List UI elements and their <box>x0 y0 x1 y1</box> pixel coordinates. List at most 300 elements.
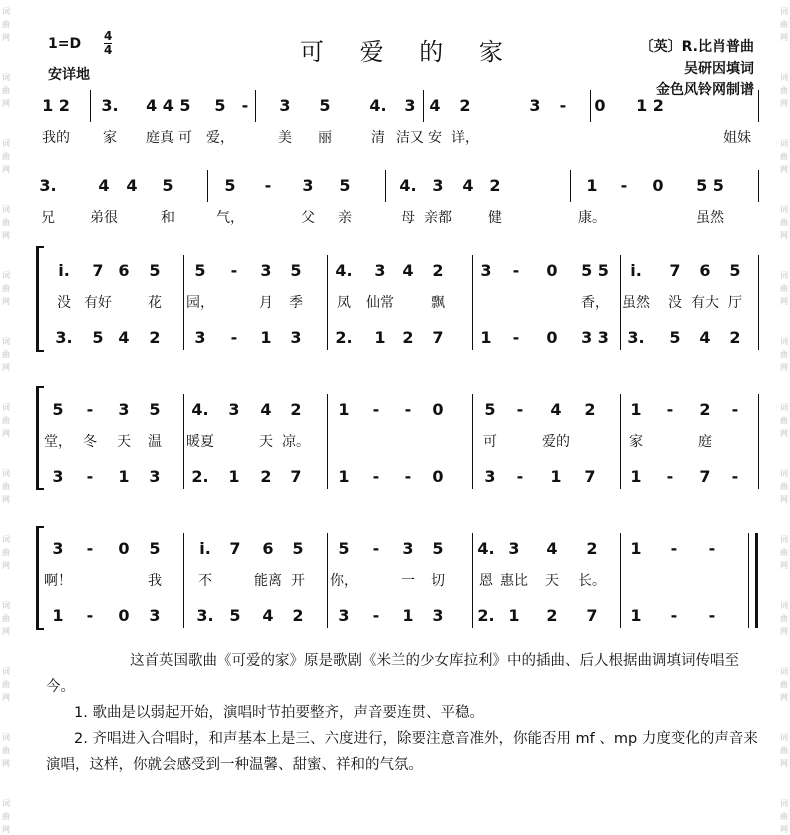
note: 1 2 <box>42 96 70 115</box>
barline <box>207 170 208 202</box>
note-lower: - <box>666 467 674 486</box>
lyric: 亲都 <box>424 210 452 226</box>
watermark-char: 网 <box>780 693 788 702</box>
watermark-char: 词 <box>780 337 788 346</box>
intro-paragraph: 这首英国歌曲《可爱的家》原是歌剧《米兰的少女库拉利》中的插曲、后人根据曲调填词传唱至今。 <box>46 653 739 695</box>
note-lower: 1 <box>260 328 272 347</box>
note-lower: 0 <box>118 606 130 625</box>
watermark-char: 曲 <box>2 86 10 95</box>
watermark-char: 词 <box>780 601 788 610</box>
lyric: 和 <box>161 210 175 226</box>
lyric: 庭 <box>698 434 712 450</box>
note: 1 <box>630 400 642 419</box>
watermark-right <box>778 0 790 834</box>
barline <box>423 90 424 122</box>
note-lower: 2 <box>292 606 304 625</box>
note: 6 <box>262 539 274 558</box>
note: 3 <box>404 96 416 115</box>
watermark-char: 曲 <box>2 416 10 425</box>
lyric: 洁又 <box>396 130 424 146</box>
watermark-char: 曲 <box>780 812 788 821</box>
note-lower: 2 <box>402 328 414 347</box>
watermark-char: 词 <box>780 469 788 478</box>
note: 4 <box>402 261 414 280</box>
composer-credit: 〔英〕R.比肖普曲 <box>639 39 754 55</box>
note: 4. <box>399 176 417 195</box>
note: 3. <box>101 96 119 115</box>
note: 5 <box>52 400 64 419</box>
watermark-char: 曲 <box>780 284 788 293</box>
note: i. <box>199 539 211 558</box>
note: 1 <box>630 539 642 558</box>
note-lower: 1 <box>374 328 386 347</box>
watermark-char: 网 <box>780 33 788 42</box>
watermark-char: 曲 <box>2 218 10 227</box>
barline <box>590 90 591 122</box>
note-lower: - <box>731 467 739 486</box>
watermark-char: 曲 <box>780 152 788 161</box>
note-lower: 1 <box>228 467 240 486</box>
barline <box>620 394 621 489</box>
note-lower: - <box>372 467 380 486</box>
tip-1: 1. 歌曲是以弱起开始，演唱时节拍要整齐，声音要连贯、平稳。 <box>74 705 484 721</box>
watermark-char: 词 <box>2 469 10 478</box>
note: 5 5 <box>696 176 724 195</box>
note-lower: 1 <box>630 606 642 625</box>
note: 5 <box>338 539 350 558</box>
watermark-char: 词 <box>780 271 788 280</box>
watermark-char: 网 <box>2 165 10 174</box>
note: 0 <box>432 400 444 419</box>
watermark-char: 曲 <box>2 614 10 623</box>
note: 4 <box>429 96 441 115</box>
note-lower: 7 <box>584 467 596 486</box>
note: 1 <box>338 400 350 419</box>
note-lower: - <box>404 467 412 486</box>
notes-section <box>46 648 766 778</box>
note-lower: 1 <box>480 328 492 347</box>
watermark-char: 词 <box>780 7 788 16</box>
note: 3 <box>480 261 492 280</box>
lyric: 没 <box>668 295 682 311</box>
watermark-char: 网 <box>2 495 10 504</box>
watermark-char: 网 <box>780 231 788 240</box>
note: 5 <box>319 96 331 115</box>
note-lower: - <box>86 467 94 486</box>
barline <box>327 533 328 628</box>
note: - <box>516 400 524 419</box>
note-lower: 1 <box>118 467 130 486</box>
lyric: 香， <box>581 295 609 311</box>
note: - <box>86 539 94 558</box>
watermark-char: 网 <box>2 99 10 108</box>
note-lower: - <box>86 606 94 625</box>
watermark-char: 词 <box>2 73 10 82</box>
barline <box>327 394 328 489</box>
watermark-char: 词 <box>2 733 10 742</box>
note: 3 <box>118 400 130 419</box>
watermark-char: 曲 <box>2 20 10 29</box>
note: 0 <box>652 176 664 195</box>
note: 5 <box>484 400 496 419</box>
lyric: 虽然 <box>622 295 650 311</box>
lyric: 兄 <box>41 210 55 226</box>
watermark-char: 网 <box>780 363 788 372</box>
note: 0 <box>118 539 130 558</box>
lyric: 爱的 <box>542 434 570 450</box>
note: 6 <box>118 261 130 280</box>
note: 4. <box>477 539 495 558</box>
note-lower: 5 <box>229 606 241 625</box>
note: - <box>404 400 412 419</box>
lyric: 月 <box>259 295 273 311</box>
watermark-char: 词 <box>2 535 10 544</box>
lyric: 我的 <box>42 130 70 146</box>
lyric: 庭真 <box>146 130 174 146</box>
lyric: 凤 <box>337 295 351 311</box>
note: 7 <box>229 539 241 558</box>
watermark-char: 网 <box>2 693 10 702</box>
lyric: 啊！ <box>44 573 72 589</box>
note: 2 <box>290 400 302 419</box>
note-lower: 3 <box>149 606 161 625</box>
watermark-char: 网 <box>780 495 788 504</box>
system-bracket <box>36 526 44 630</box>
lyric: 凉。 <box>282 434 310 450</box>
note: 0 <box>594 96 606 115</box>
note-lower: 1 <box>402 606 414 625</box>
note: 2 <box>584 400 596 419</box>
note: 5 <box>179 96 191 115</box>
note: 3 <box>260 261 272 280</box>
watermark-char: 曲 <box>780 218 788 227</box>
note-lower: 4 <box>699 328 711 347</box>
note: 4 <box>126 176 138 195</box>
note-lower: 1 <box>52 606 64 625</box>
lyric: 有好 <box>84 295 112 311</box>
lyric: 可 <box>483 434 497 450</box>
tempo-mark: 安详地 <box>48 67 90 83</box>
watermark-char: 词 <box>2 7 10 16</box>
note: - <box>620 176 628 195</box>
note: 2 <box>432 261 444 280</box>
note: 2 <box>459 96 471 115</box>
lyric: 有大 <box>691 295 719 311</box>
barline <box>472 255 473 350</box>
note: 3 <box>302 176 314 195</box>
barline <box>620 533 621 628</box>
note-lower: 2. <box>191 467 209 486</box>
note: 5 <box>149 539 161 558</box>
note-lower: 3 <box>149 467 161 486</box>
note: 5 <box>339 176 351 195</box>
watermark-char: 曲 <box>780 548 788 557</box>
note-lower: 2 <box>260 467 272 486</box>
note: 2 <box>586 539 598 558</box>
barline <box>758 394 759 489</box>
note-lower: 4 <box>118 328 130 347</box>
watermark-char: 曲 <box>780 680 788 689</box>
note-lower: - <box>708 606 716 625</box>
lyric: 温 <box>148 434 162 450</box>
watermark-char: 网 <box>780 627 788 636</box>
watermark-char: 词 <box>780 139 788 148</box>
lyric: 开 <box>291 573 305 589</box>
system-bracket <box>36 386 44 490</box>
lyric: 丽 <box>318 130 332 146</box>
watermark-char: 词 <box>780 403 788 412</box>
note-lower: 2 <box>149 328 161 347</box>
note-lower: 0 <box>432 467 444 486</box>
lyric: 详， <box>451 130 479 146</box>
note: 5 <box>292 539 304 558</box>
note-lower: 3 <box>52 467 64 486</box>
note: 0 <box>546 261 558 280</box>
lyric: 父 <box>301 210 315 226</box>
barline <box>472 533 473 628</box>
lyric: 康。 <box>578 210 606 226</box>
barline <box>758 90 759 122</box>
note: - <box>372 539 380 558</box>
lyric: 母 <box>401 210 415 226</box>
watermark-char: 网 <box>2 759 10 768</box>
watermark-char: 网 <box>780 99 788 108</box>
watermark-char: 词 <box>2 667 10 676</box>
watermark-char: 曲 <box>780 416 788 425</box>
note: 1 2 <box>636 96 664 115</box>
engraver-credit: 金色风铃网制谱 <box>656 82 754 98</box>
key-label: 1=D <box>48 36 82 52</box>
note: 7 <box>669 261 681 280</box>
watermark-char: 词 <box>2 205 10 214</box>
note: - <box>512 261 520 280</box>
barline <box>620 255 621 350</box>
system-bracket <box>36 246 44 352</box>
watermark-char: 词 <box>2 799 10 808</box>
note: - <box>559 96 567 115</box>
watermark-char: 曲 <box>780 20 788 29</box>
note-lower: 3 3 <box>581 328 609 347</box>
note: 3 <box>508 539 520 558</box>
watermark-char: 曲 <box>780 746 788 755</box>
barline <box>385 170 386 202</box>
note-lower: 5 <box>669 328 681 347</box>
final-barline-thick <box>755 533 758 628</box>
lyric: 你， <box>330 573 358 589</box>
watermark-char: 词 <box>2 337 10 346</box>
note: 5 <box>224 176 236 195</box>
lyric: 清 <box>371 130 385 146</box>
key-signature <box>48 36 81 52</box>
note: - <box>666 400 674 419</box>
note-lower: 3 <box>338 606 350 625</box>
lyric: 安 <box>428 130 442 146</box>
lyric: 冬 <box>83 434 97 450</box>
note-lower: 0 <box>546 328 558 347</box>
lyric: 天 <box>259 434 273 450</box>
barline <box>758 170 759 202</box>
watermark-char: 网 <box>780 165 788 174</box>
note: 4 <box>260 400 272 419</box>
lyric: 园， <box>186 295 214 311</box>
watermark-char: 词 <box>780 73 788 82</box>
lyric: 家 <box>103 130 117 146</box>
lyric: 能离 <box>254 573 282 589</box>
time-sig-bottom: 4 <box>104 43 113 57</box>
lyric: 家 <box>629 434 643 450</box>
watermark-char: 网 <box>780 297 788 306</box>
watermark-char: 曲 <box>780 614 788 623</box>
watermark-char: 网 <box>780 561 788 570</box>
note-lower: 3 <box>290 328 302 347</box>
lyric: 我 <box>148 573 162 589</box>
note-lower: 3. <box>55 328 73 347</box>
note: 1 <box>586 176 598 195</box>
note: - <box>670 539 678 558</box>
watermark-char: 词 <box>780 733 788 742</box>
note-lower: 4 <box>262 606 274 625</box>
lyric: 天 <box>545 573 559 589</box>
watermark-char: 网 <box>2 363 10 372</box>
barline <box>472 394 473 489</box>
lyric: 切 <box>431 573 445 589</box>
lyric: 堂， <box>44 434 72 450</box>
note: - <box>230 261 238 280</box>
watermark-char: 网 <box>2 561 10 570</box>
note: 3 <box>432 176 444 195</box>
note: - <box>731 400 739 419</box>
note: 5 <box>194 261 206 280</box>
watermark-char: 词 <box>2 139 10 148</box>
lyric: 弟很 <box>90 210 118 226</box>
watermark-char: 曲 <box>2 812 10 821</box>
note-lower: - <box>230 328 238 347</box>
barline <box>183 533 184 628</box>
note: 5 <box>149 261 161 280</box>
note-lower: 2. <box>335 328 353 347</box>
note: 3 <box>279 96 291 115</box>
lyric: 没 <box>57 295 71 311</box>
lyric: 恩 <box>479 573 493 589</box>
note-lower: 3. <box>196 606 214 625</box>
watermark-char: 曲 <box>780 350 788 359</box>
note: 6 <box>699 261 711 280</box>
watermark-char: 曲 <box>2 680 10 689</box>
note: 5 <box>432 539 444 558</box>
watermark-char: 曲 <box>2 548 10 557</box>
watermark-char: 网 <box>2 231 10 240</box>
tip-2: 2. 齐唱进入合唱时，和声基本上是三、六度进行，除要注意音准外，你能否用 mf 、mp 力度变化的声音来演唱，这样，你就会感受到一种温馨、甜蜜、祥和的气氛。 <box>46 731 758 773</box>
barline <box>570 170 571 202</box>
lyric: 气， <box>216 210 244 226</box>
lyric: 花 <box>148 295 162 311</box>
watermark-char: 曲 <box>780 482 788 491</box>
note: 4. <box>369 96 387 115</box>
note-lower: 3 <box>194 328 206 347</box>
note: 4 <box>462 176 474 195</box>
lyric: 美 <box>278 130 292 146</box>
lyric: 长。 <box>578 573 606 589</box>
watermark-char: 曲 <box>2 284 10 293</box>
lyric: 虽然 <box>696 210 724 226</box>
time-sig-top: 4 <box>104 29 113 43</box>
note-lower: 1 <box>630 467 642 486</box>
time-signature <box>104 30 112 57</box>
lyric: 一 <box>401 573 415 589</box>
note: 7 <box>92 261 104 280</box>
watermark-char: 网 <box>780 759 788 768</box>
lyricist-credit: 吴研因填词 <box>684 61 754 77</box>
watermark-char: 词 <box>780 535 788 544</box>
lyric: 可 <box>178 130 192 146</box>
lyric: 惠比 <box>500 573 528 589</box>
watermark-char: 词 <box>2 403 10 412</box>
watermark-char: 曲 <box>2 482 10 491</box>
note: i. <box>58 261 70 280</box>
lyric: 飘 <box>431 295 445 311</box>
barline <box>183 255 184 350</box>
note-lower: 3. <box>627 328 645 347</box>
note-lower: 2. <box>477 606 495 625</box>
note: 5 <box>729 261 741 280</box>
note: 3 <box>374 261 386 280</box>
note: 5 <box>290 261 302 280</box>
watermark-char: 曲 <box>2 152 10 161</box>
watermark-char: 网 <box>780 825 788 834</box>
lyric: 季 <box>289 295 303 311</box>
note: - <box>372 400 380 419</box>
watermark-char: 词 <box>2 271 10 280</box>
note-lower: 1 <box>508 606 520 625</box>
barline <box>183 394 184 489</box>
watermark-char: 曲 <box>2 746 10 755</box>
lyric: 暖夏 <box>186 434 214 450</box>
watermark-char: 曲 <box>2 350 10 359</box>
barline <box>758 255 759 350</box>
lyric: 姐妹 <box>723 130 751 146</box>
watermark-char: 词 <box>780 667 788 676</box>
note: - <box>241 96 249 115</box>
note-lower: - <box>512 328 520 347</box>
note: 5 5 <box>581 261 609 280</box>
watermark-char: 词 <box>2 601 10 610</box>
note: 4 <box>98 176 110 195</box>
lyric: 健 <box>488 210 502 226</box>
barline <box>327 255 328 350</box>
note-lower: 2 <box>546 606 558 625</box>
note-lower: - <box>670 606 678 625</box>
note: 5 <box>149 400 161 419</box>
watermark-char: 网 <box>2 429 10 438</box>
lyric: 天 <box>117 434 131 450</box>
watermark-char: 网 <box>2 825 10 834</box>
note: - <box>86 400 94 419</box>
note-lower: 5 <box>92 328 104 347</box>
final-barline-thin <box>748 533 749 628</box>
note-lower: 2 <box>729 328 741 347</box>
note-lower: - <box>516 467 524 486</box>
note: 5 <box>162 176 174 195</box>
note-lower: 1 <box>338 467 350 486</box>
note: 3 <box>529 96 541 115</box>
note: 2 <box>699 400 711 419</box>
watermark-char: 词 <box>780 205 788 214</box>
note-lower: - <box>372 606 380 625</box>
note: 4. <box>335 261 353 280</box>
watermark-char: 网 <box>2 297 10 306</box>
lyric: 不 <box>198 573 212 589</box>
lyric: 亲 <box>338 210 352 226</box>
